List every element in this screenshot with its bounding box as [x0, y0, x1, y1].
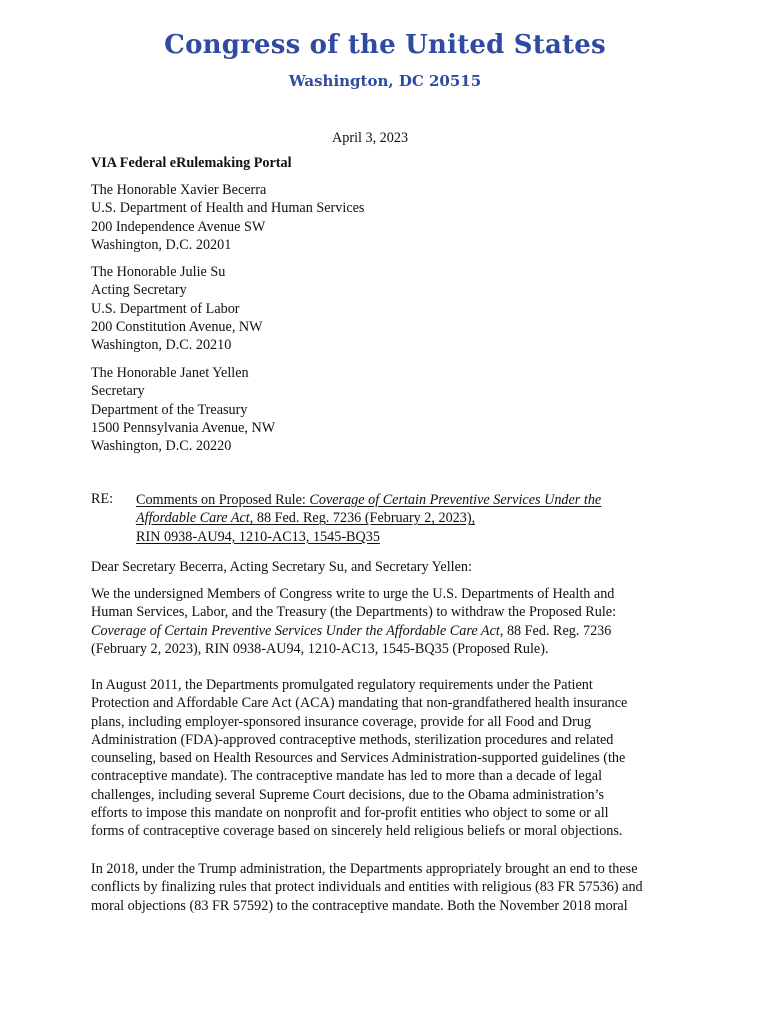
address-line: Washington, D.C. 20210 [91, 337, 232, 354]
paragraph-2 [91, 676, 691, 841]
re-citation: , 88 Fed. Reg. 7236 (February 2, 2023), [249, 510, 476, 527]
address-line: Acting Secretary [91, 282, 187, 299]
letter-date: April 3, 2023 [332, 130, 409, 146]
re-line-3: RIN 0938-AU94, 1210-AC13, 1545-BQ35 [136, 528, 380, 545]
salutation: Dear Secretary Becerra, Acting Secretary Su, and Secretary Yellen: [91, 559, 472, 575]
address-line: Department of the Treasury [91, 401, 248, 418]
re-prefix: Comments on Proposed Rule: [136, 492, 310, 508]
address-line: 200 Independence Avenue SW [91, 218, 266, 235]
re-subject [136, 491, 656, 546]
address-line: The Honorable Xavier Becerra [91, 182, 267, 198]
recipient-address-yellen [91, 364, 691, 455]
paragraph-line: forms of contraceptive coverage based on sincerely held religious beliefs or moral objections. [91, 823, 623, 840]
rule-title-italic: Coverage of Certain Preventive Services Under the Affordable Care Act [91, 622, 500, 639]
delivery-method: VIA Federal eRulemaking Portal [91, 155, 292, 171]
re-line-2 [136, 509, 656, 527]
paragraph-1 [91, 585, 691, 658]
paragraph-line: challenges, including several Supreme Court decisions, due to the Obama administration’s [91, 786, 604, 803]
paragraph-line: plans, including employer-sponsored insurance coverage, provide for all Food and Drug [91, 713, 592, 730]
paragraph-line: Human Services, Labor, and the Treasury (the Departments) to withdraw the Proposed Rule: [91, 604, 617, 621]
address-line: 1500 Pennsylvania Avenue, NW [91, 419, 276, 436]
paragraph-line: In 2018, under the Trump administration, the Departments appropriately brought an end to these [91, 861, 638, 877]
re-rule-title: Coverage of Certain Preventive Services Under the [309, 492, 602, 508]
rule-citation: , 88 Fed. Reg. 7236 [499, 622, 612, 639]
paragraph-line: counseling, based on Health Resources and Services Administration-supported guidelines (the [91, 750, 626, 767]
recipient-address-su [91, 263, 691, 354]
letterhead-title: Congress of the United States [164, 30, 606, 60]
address-line: Washington, D.C. 20220 [91, 438, 232, 455]
re-line-1 [136, 491, 656, 509]
re-rule-title-cont: Affordable Care Act [136, 510, 250, 527]
paragraph-line: Protection and Affordable Care Act (ACA) mandating that non-grandfathered health insurance [91, 695, 628, 712]
address-line: The Honorable Janet Yellen [91, 365, 249, 381]
paragraph-line [91, 622, 691, 640]
re-label: RE: [91, 491, 114, 507]
paragraph-line: We the undersigned Members of Congress write to urge the U.S. Departments of Health and [91, 586, 615, 602]
paragraph-line: Administration (FDA)-approved contraceptive methods, sterilization procedures and related [91, 731, 614, 748]
address-line: 200 Constitution Avenue, NW [91, 318, 263, 335]
address-line: U.S. Department of Health and Human Services [91, 200, 365, 217]
recipient-address-becerra [91, 181, 691, 254]
address-line: The Honorable Julie Su [91, 264, 226, 280]
address-line: U.S. Department of Labor [91, 300, 240, 317]
letterhead-subtitle: Washington, DC 20515 [288, 72, 482, 90]
address-line: Secretary [91, 383, 145, 400]
address-line: Washington, D.C. 20201 [91, 236, 232, 253]
paragraph-line: contraceptive mandate). The contraceptive mandate has led to more than a decade of legal [91, 768, 603, 785]
paragraph-line: moral objections (83 FR 57592) to the contraceptive mandate. Both the November 2018 moral [91, 897, 628, 914]
paragraph-line: conflicts by finalizing rules that protect individuals and entities with religious (83 FR 57536) and [91, 879, 643, 896]
paragraph-line: In August 2011, the Departments promulgated regulatory requirements under the Patient [91, 677, 593, 693]
paragraph-3 [91, 860, 691, 915]
paragraph-line: (February 2, 2023), RIN 0938-AU94, 1210-AC13, 1545-BQ35 (Proposed Rule). [91, 640, 549, 657]
paragraph-line: efforts to impose this mandate on nonprofit and for-profit entities who object to some or all [91, 805, 609, 822]
